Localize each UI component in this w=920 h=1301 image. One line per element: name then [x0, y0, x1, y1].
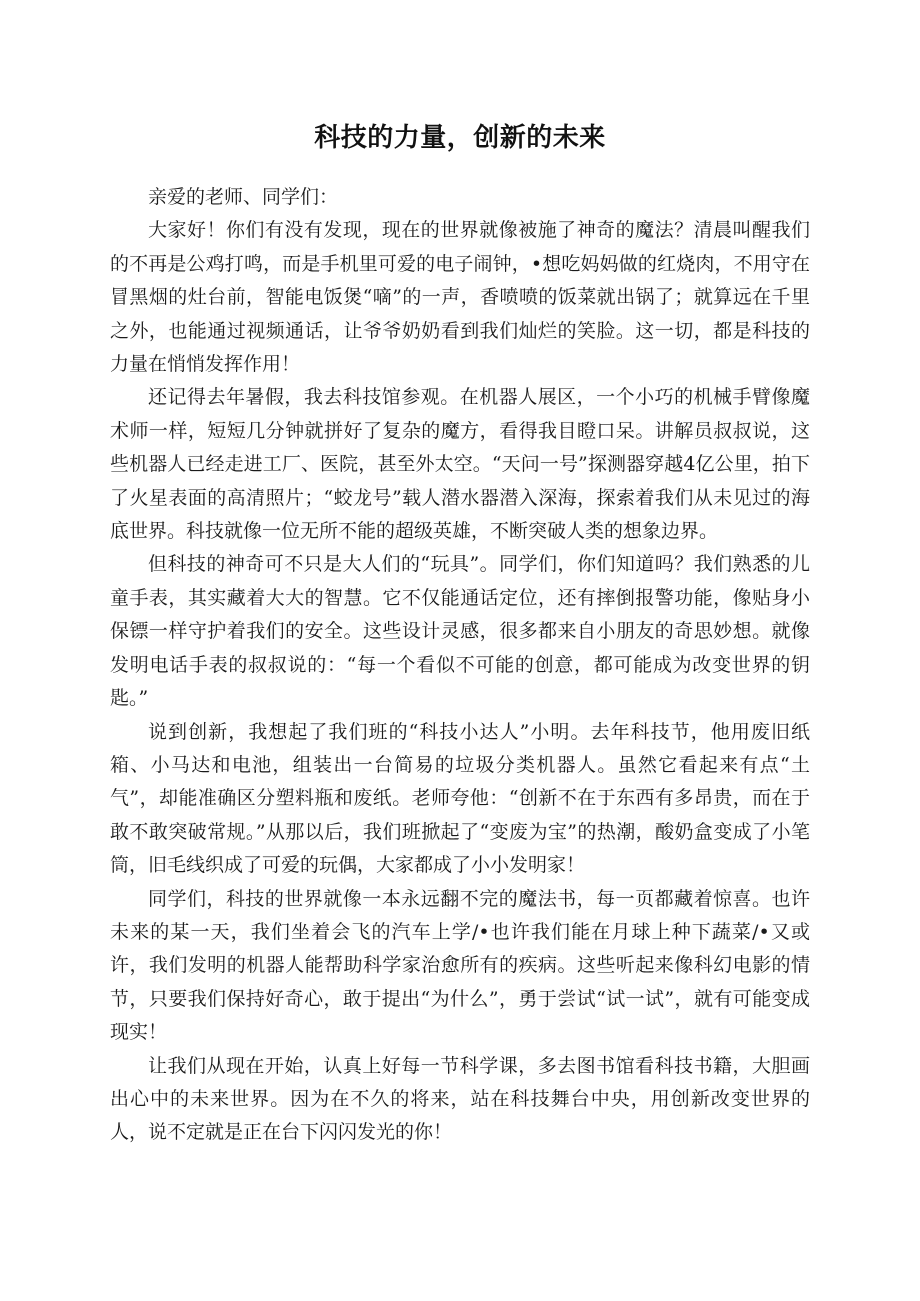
- document-title: 科技的力量，创新的未来: [314, 123, 606, 153]
- salutation: 亲爱的老师、同学们：: [148, 186, 339, 208]
- paragraph: 大家好！你们有没有发现，现在的世界就像被施了神奇的魔法？清晨叫醒我们的不再是公鸡打鸣，而是手机里可爱的电子闹钟，•想吃妈妈做的红烧肉，不用守在冒黑烟的灶台前，智能电饭煲“嘀”的一声，香喷喷的饭菜就出锅了；就算远在千里之外，也能通过视频通话，让爷爷奶奶看到我们灿烂的笑脸。这一切，都是科技的力量在悄悄发挥作用！: [110, 219, 810, 376]
- paragraph: 还记得去年暑假，我去科技馆参观。在机器人展区，一个小巧的机械手臂像魔术师一样，短短几分钟就拼好了复杂的魔方，看得我目瞪口呆。讲解员叔叔说，这些机器人已经走进工厂、医院，甚至外太空。“天问一号”探测器穿越4亿公里，拍下了火星表面的高清照片；“蛟龙号”载人潜水器潜入深海，探索着我们从未见过的海底世界。科技就像一位无所不能的超级英雄，不断突破人类的想象边界。: [110, 386, 810, 543]
- paragraph: 但科技的神奇可不只是大人们的“玩具”。同学们，你们知道吗？我们熟悉的儿童手表，其实藏着大大的智慧。它不仅能通话定位，还有摔倒报警功能，像贴身小保镖一样守护着我们的安全。这些设计灵感，很多都来自小朋友的奇思妙想。就像发明电话手表的叔叔说的：“每一个看似不可能的创意，都可能成为改变世界的钥匙。”: [110, 553, 810, 710]
- paragraph: 让我们从现在开始，认真上好每一节科学课，多去图书馆看科技书籍，大胆画出心中的未来世界。因为在不久的将来，站在科技舞台中央，用创新改变世界的人，说不定就是正在台下闪闪发光的你！: [110, 1054, 810, 1144]
- document-body: [110, 181, 810, 1150]
- paragraph: 说到创新，我想起了我们班的“科技小达人”小明。去年科技节，他用废旧纸箱、小马达和电池，组装出一台简易的垃圾分类机器人。虽然它看起来有点“土气”，却能准确区分塑料瓶和废纸。老师夸他：“创新不在于东西有多昂贵，而在于敢不敢突破常规。”从那以后，我们班掀起了“变废为宝”的热潮，酸奶盒变成了小笔筒，旧毛线织成了可爱的玩偶，大家都成了小小发明家！: [110, 720, 810, 877]
- paragraph: 同学们，科技的世界就像一本永远翻不完的魔法书，每一页都藏着惊喜。也许未来的某一天，我们坐着会飞的汽车上学/•也许我们能在月球上种下蔬菜/•又或许，我们发明的机器人能帮助科学家治愈所有的疾病。这些听起来像科幻电影的情节，只要我们保持好奇心，敢于提出“为什么”，勇于尝试“试一试”，就有可能变成现实！: [110, 887, 810, 1044]
